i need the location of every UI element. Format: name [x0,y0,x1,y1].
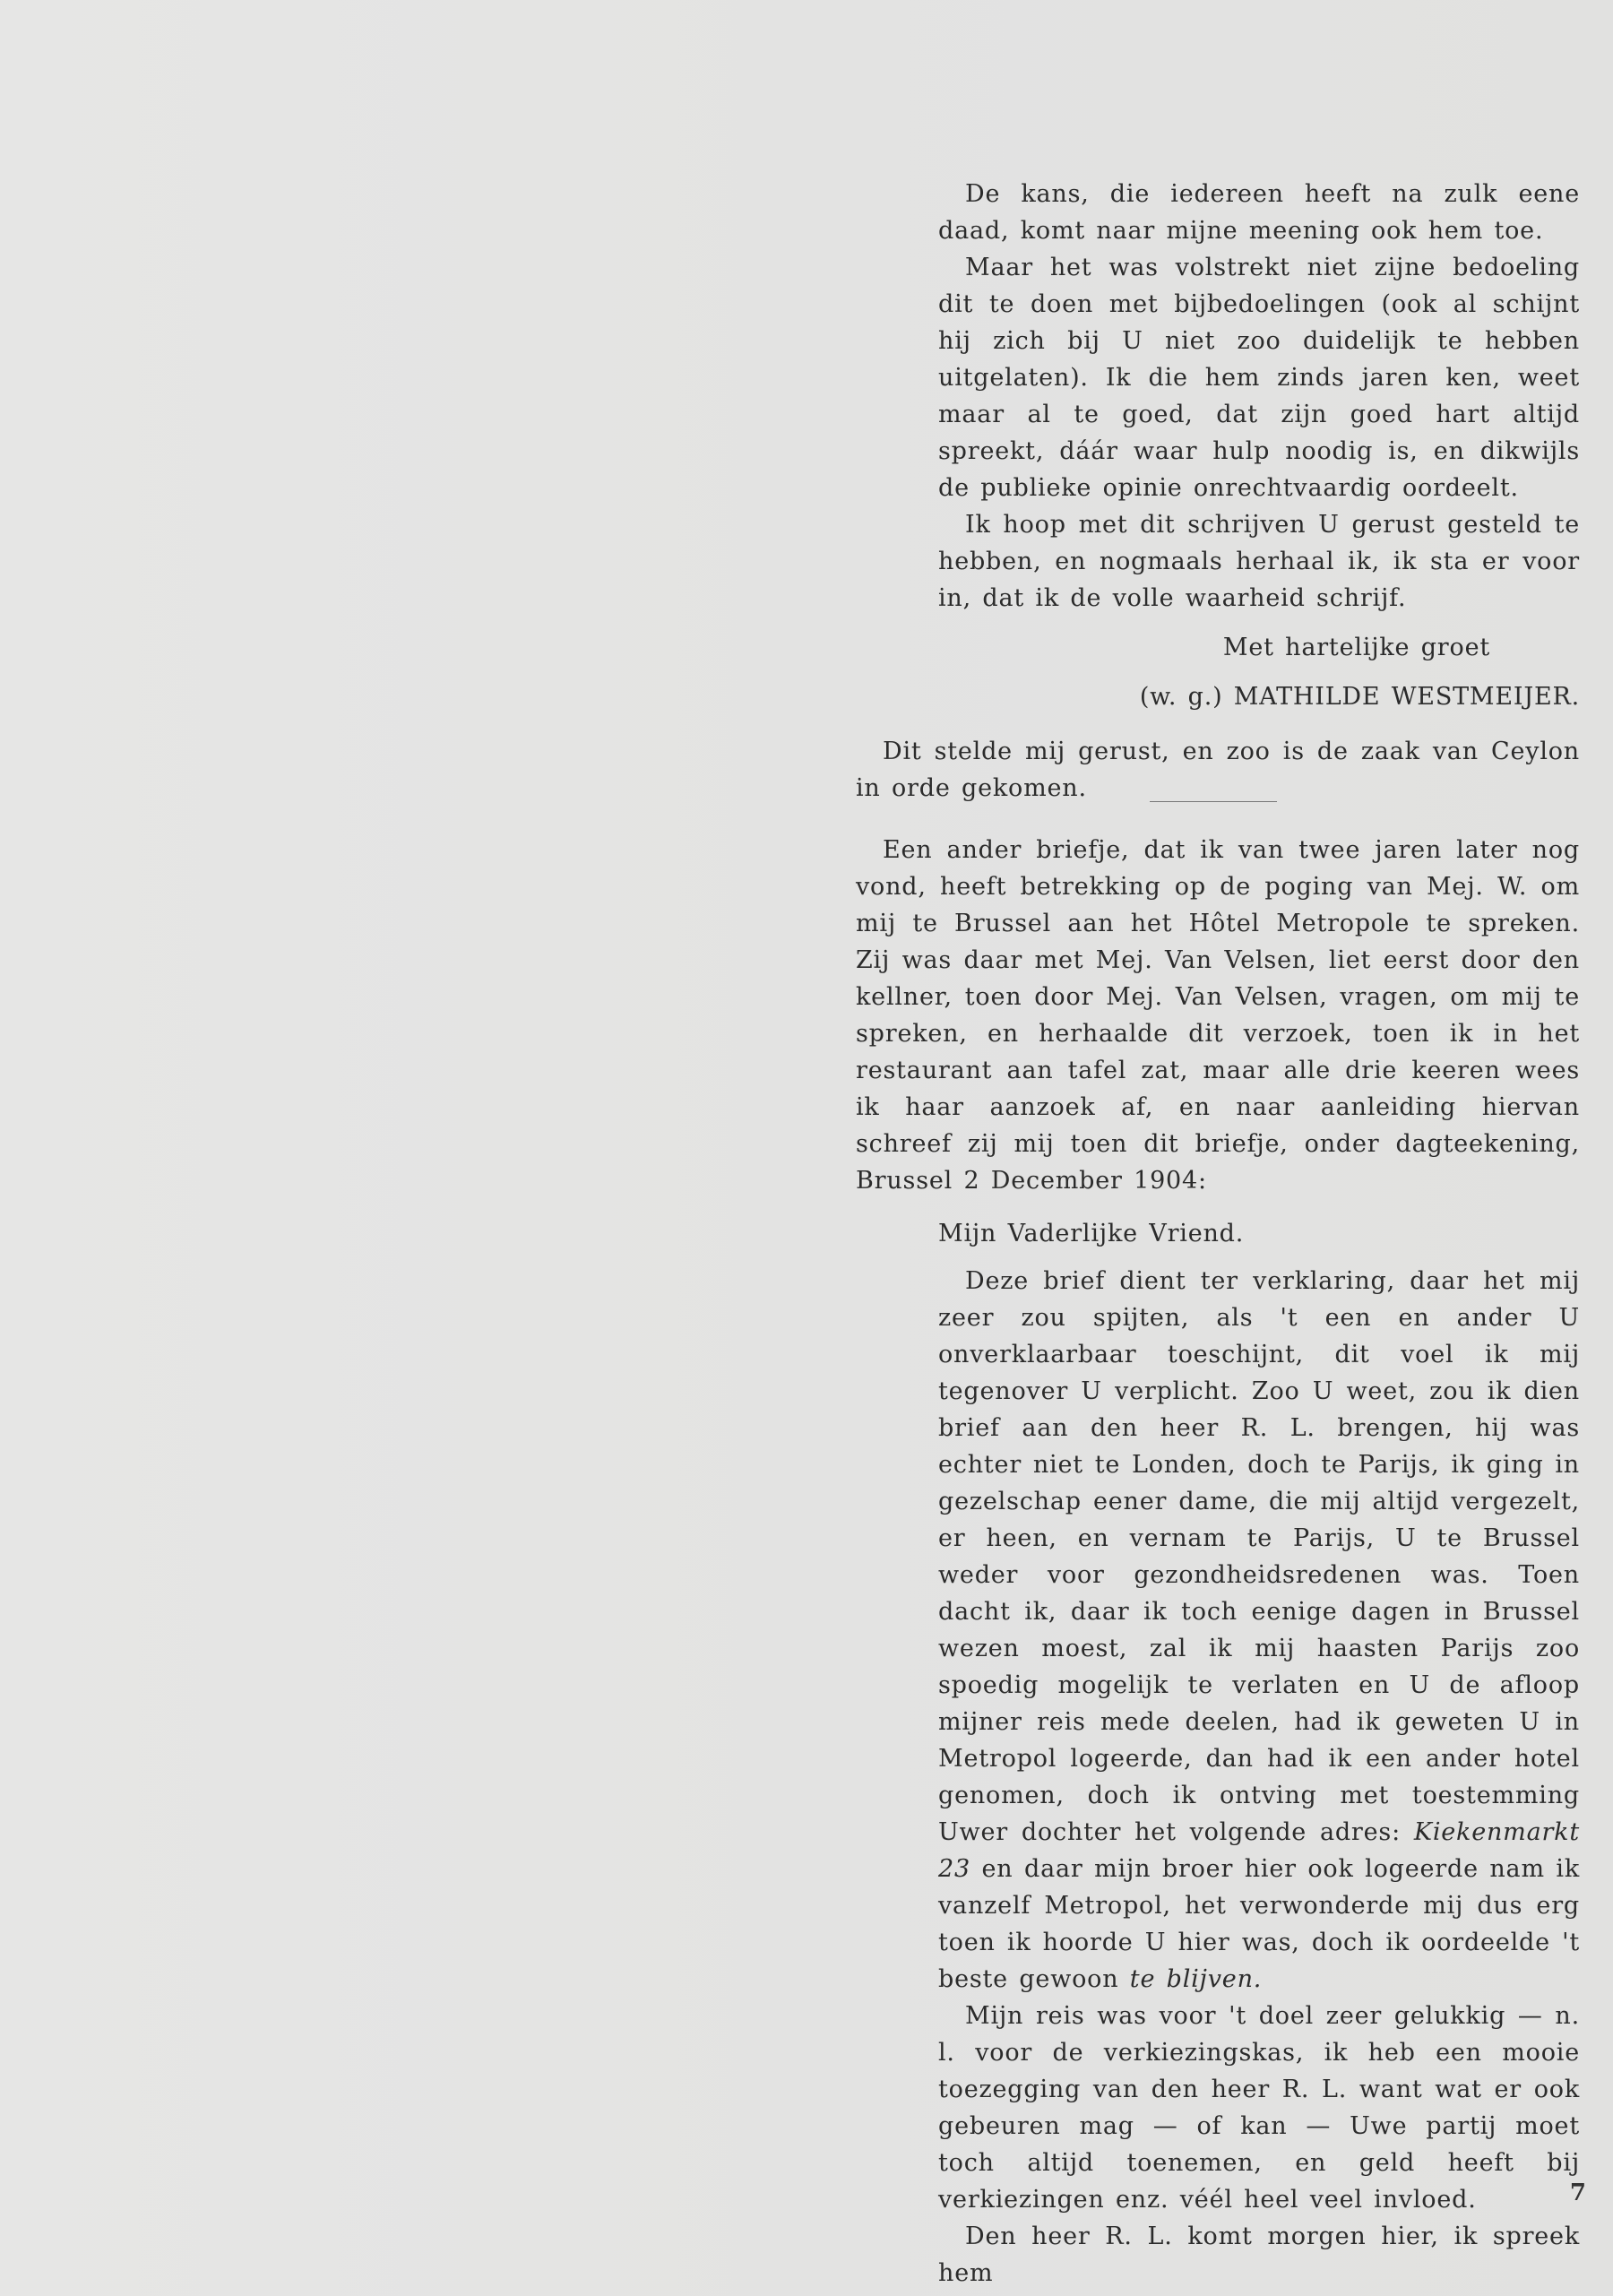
letter2-paragraph-1-text-b: en daar mijn broer hier ook logeerde nam ik vanzelf Metropol, het verwonderde mij dus erg toen ik hoorde U hier was, doch ik oordeelde 't beste gewoon [938,1855,1580,1993]
letter1-paragraph-1: De kans, die iedereen heeft na zulk eene daad, komt naar mijne meening ook hem toe. [938,180,1580,245]
letter-mijn-vaderlijke-vriend [938,1215,1580,2292]
narrative-paragraph-1: Dit stelde mij gerust, en zoo is de zaak van Ceylon in orde gekomen. [856,738,1580,802]
letter2-paragraph-1-text-a: Deze brief dient ter verklaring, daar het mij zeer zou spijten, als 't een en ander U onverklaarbaar toeschijnt, dit voel ik mij tegenover U verplicht. Zoo U weet, zou ik dien brief aan den heer R. L. brengen, hij was echter niet te Londen, doch te Parijs, ik ging in gezelschap eener dame, die mij altijd vergezelt, er heen, en vernam te Parijs, U te Brussel weder voor gezondheidsredenen was. Toen dacht ik, daar ik toch eenige dagen in Brussel wezen moest, zal ik mij haasten Parijs zoo spoedig mogelijk te verlaten en U de afloop mijner reis mede deelen, had ik geweten U in Metropol logeerde, dan had ik een ander hotel genomen, doch ik ontving met toestemming Uwer dochter het volgende adres: [938,1267,1580,1846]
page-number: 7 [1569,2179,1586,2206]
letter2-salutation: Mijn Vaderlijke Vriend. [938,1220,1245,1247]
letter1-closing: Met hartelijke groet [1222,634,1490,661]
letter1-paragraph-2: Maar het was volstrekt niet zijne bedoeling dit te doen met bijbedoelingen (ook al schijnt hij zich bij U niet zoo duidelijk te hebben uitgelaten). Ik die hem zinds jaren ken, weet maar al te goed, dat zijn goed hart altijd spreekt, dáár waar hulp noodig is, en dikwijls de publieke opinie onrechtvaardig oordeelt. [938,254,1580,502]
letter2-paragraph-2: Mijn reis was voor 't doel zeer gelukkig — n. l. voor de verkiezingskas, ik heb een mooie toezegging van den heer R. L. want wat er ook gebeuren mag — of kan — Uwe partij moet toch altijd toenemen, en geld heeft bij verkiezingen enz. véél heel veel invloed. [938,2002,1580,2214]
letter-westmeijer [938,176,1580,715]
letter1-signature: (w. g.) MATHILDE WESTMEIJER. [1139,683,1580,711]
text-column [856,176,1580,2292]
letter2-paragraph-3: Den heer R. L. komt morgen hier, ik spreek hem [938,2223,1580,2287]
letter2-address: Kiekenmarkt 23 [938,1818,1580,1883]
letter1-paragraph-3: Ik hoop met dit schrijven U gerust gesteld te hebben, en nogmaals herhaal ik, ik sta er voor in, dat ik de volle waarheid schrijf. [938,511,1580,612]
section-divider [1150,801,1277,802]
narrative-paragraph-2: Een ander briefje, dat ik van twee jaren later nog vond, heeft betrekking op de poging van Mej. W. om mij te Brussel aan het Hôtel Metropole te spreken. Zij was daar met Mej. Van Velsen, liet eerst door den kellner, toen door Mej. Van Velsen, vragen, om mij te spreken, en herhaalde dit verzoek, toen ik in het restaurant aan tafel zat, maar alle drie keeren wees ik haar aanzoek af, en naar aanleiding hiervan schreef zij mij toen dit briefje, onder dagteekening, Brussel 2 December 1904: [856,836,1580,1195]
letter2-paragraph-1 [938,1263,1580,1998]
letter2-emphasis: te blijven. [1129,1965,1263,1993]
